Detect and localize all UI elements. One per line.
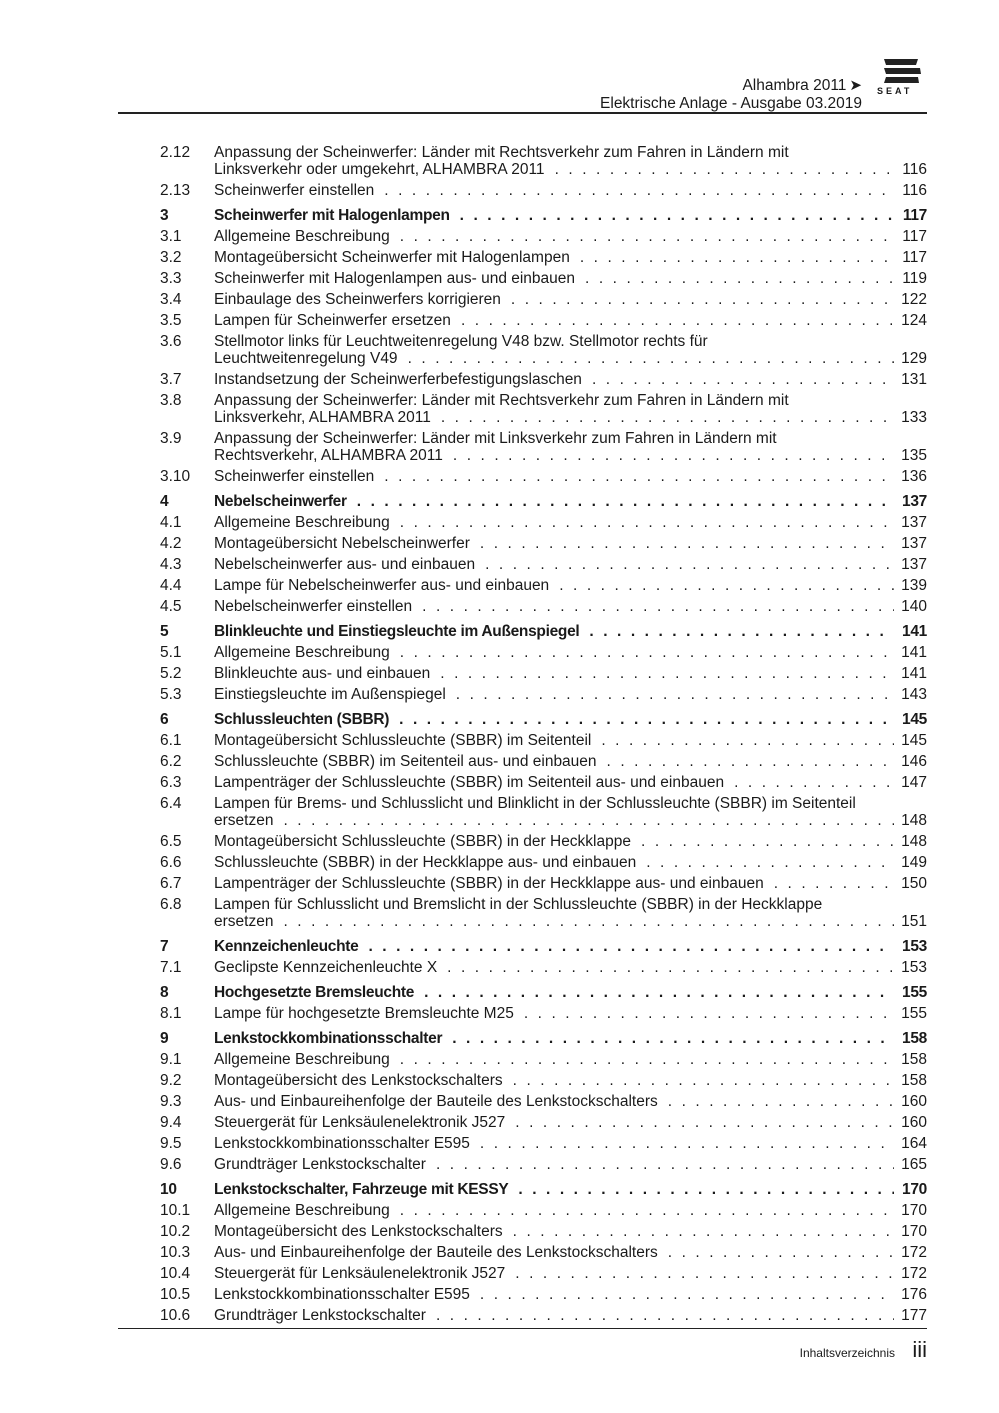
- toc-entry[interactable]: [0, 310, 999, 331]
- toc-entry-number: 6.5: [160, 833, 182, 850]
- toc-entry-title: Steuergerät für Lenksäulenelektronik J527: [214, 1265, 506, 1282]
- toc-entry-title: Grundträger Lenkstockschalter: [214, 1156, 426, 1173]
- toc-entry-number: 4: [160, 493, 169, 510]
- toc-entry-number: 6.6: [160, 854, 182, 871]
- toc-leader-dots: [668, 1244, 894, 1261]
- toc-leader-dots: [436, 1307, 894, 1324]
- toc-entry[interactable]: [0, 1091, 999, 1112]
- toc-leader-dots: [513, 1223, 894, 1240]
- toc-entry-title: Blinkleuchte und Einstiegsleuchte im Außenspiegel: [214, 623, 580, 640]
- toc-entry-page: 145: [902, 711, 927, 728]
- toc-entry-page: 155: [902, 984, 927, 1001]
- toc-chapter-entry[interactable]: [0, 936, 999, 957]
- toc-entry[interactable]: [0, 533, 999, 554]
- toc-entry[interactable]: [0, 793, 999, 831]
- toc-entry-title-line1: Anpassung der Scheinwerfer: Länder mit Rechtsverkehr zum Fahren in Ländern mit: [214, 144, 789, 161]
- toc-entry-title-line1: Lampen für Brems- und Schlusslicht und Blinklicht in der Schlussleuchte (SBBR) im Seitenteil: [214, 795, 856, 812]
- toc-entry-page: 177: [901, 1307, 927, 1324]
- toc-chapter-entry[interactable]: [0, 621, 999, 642]
- toc-entry-number: 3.8: [160, 392, 182, 409]
- toc-leader-dots: [384, 468, 894, 485]
- toc-entry-page: 160: [901, 1093, 927, 1110]
- toc-entry-page: 141: [901, 644, 927, 661]
- toc-entry-page: 176: [901, 1286, 927, 1303]
- toc-leader-dots: [453, 447, 894, 464]
- toc-entry-page: 137: [901, 535, 927, 552]
- toc-leader-dots: [559, 577, 894, 594]
- toc-entry-page: 133: [901, 409, 927, 426]
- toc-entry-title: Instandsetzung der Scheinwerferbefestigungslaschen: [214, 371, 582, 388]
- toc-entry-page: 145: [901, 732, 927, 749]
- toc-entry[interactable]: [0, 684, 999, 705]
- toc-entry-page: 158: [902, 1030, 927, 1047]
- toc-entry-page: 172: [901, 1244, 927, 1261]
- toc-entry-page: 160: [901, 1114, 927, 1131]
- toc-entry-title: Hochgesetzte Bremsleuchte: [214, 984, 415, 1001]
- footer-page-number: iii: [912, 1337, 927, 1362]
- toc-leader-dots: [646, 854, 894, 871]
- toc-leader-dots: [607, 753, 894, 770]
- arrow-icon: ➤: [849, 77, 862, 94]
- toc-leader-dots: [400, 1051, 894, 1068]
- toc-entry-title: Allgemeine Beschreibung: [214, 1202, 390, 1219]
- toc-entry-number: 3.4: [160, 291, 182, 308]
- toc-leader-dots: [452, 1030, 894, 1047]
- toc-entry-title: Allgemeine Beschreibung: [214, 514, 390, 531]
- toc-entry[interactable]: [0, 289, 999, 310]
- toc-chapter-entry[interactable]: [0, 491, 999, 512]
- toc-entry-page: 117: [902, 207, 927, 224]
- toc-entry-number: 10.1: [160, 1202, 191, 1219]
- toc-entry-title: Nebelscheinwerfer aus- und einbauen: [214, 556, 476, 573]
- toc-leader-dots: [399, 711, 894, 728]
- toc-entry-title: Schlussleuchte (SBBR) im Seitenteil aus- und einbauen: [214, 753, 597, 770]
- header-subtitle: Elektrische Anlage - Ausgabe 03.2019: [600, 95, 862, 112]
- toc-entry-number: 6.2: [160, 753, 182, 770]
- toc-entry-page: 146: [901, 753, 927, 770]
- toc-leader-dots: [384, 182, 894, 199]
- toc-leader-dots: [585, 270, 894, 287]
- toc-entry-page: 170: [901, 1223, 927, 1240]
- toc-entry-number: 9.3: [160, 1093, 182, 1110]
- toc-entry[interactable]: [0, 1133, 999, 1154]
- toc-entry-title-line1: Stellmotor links für Leuchtweitenregelung V48 bzw. Stellmotor rechts für: [214, 333, 708, 350]
- toc-entry[interactable]: [0, 554, 999, 575]
- toc-entry-number: 8: [160, 984, 169, 1001]
- toc-entry-page: 153: [902, 938, 927, 955]
- toc-entry-title: Lenkstockkombinationsschalter E595: [214, 1135, 470, 1152]
- toc-leader-dots: [461, 312, 894, 329]
- toc-entry-title-line1: Anpassung der Scheinwerfer: Länder mit Rechtsverkehr zum Fahren in Ländern mit: [214, 392, 789, 409]
- toc-entry[interactable]: [0, 512, 999, 533]
- seat-logo-text: SEAT: [877, 86, 913, 96]
- toc-entry-title: Leuchtweitenregelung V49: [214, 350, 398, 367]
- toc-entry-title: Grundträger Lenkstockschalter: [214, 1307, 426, 1324]
- toc-leader-dots: [460, 207, 894, 224]
- toc-leader-dots: [774, 875, 894, 892]
- footer-section-label: Inhaltsverzeichnis: [799, 1346, 895, 1360]
- toc-entry-number: 5.2: [160, 665, 182, 682]
- toc-chapter-entry[interactable]: [0, 709, 999, 730]
- toc-leader-dots: [447, 959, 894, 976]
- toc-entry[interactable]: [0, 1263, 999, 1284]
- toc-entry-number: 5.1: [160, 644, 182, 661]
- toc-entry[interactable]: [0, 1221, 999, 1242]
- toc-leader-dots: [480, 1286, 894, 1303]
- toc-chapter-entry[interactable]: [0, 982, 999, 1003]
- toc-entry-page: 116: [902, 182, 927, 199]
- toc-leader-dots: [589, 623, 894, 640]
- toc-entry-number: 9.2: [160, 1072, 182, 1089]
- toc-leader-dots: [422, 598, 894, 615]
- toc-entry[interactable]: [0, 1112, 999, 1133]
- toc-entry-number: 2.12: [160, 144, 191, 161]
- toc-leader-dots: [601, 732, 894, 749]
- toc-entry-title: Lenkstockschalter, Fahrzeuge mit KESSY: [214, 1181, 509, 1198]
- toc-leader-dots: [400, 1202, 894, 1219]
- footer-divider: [118, 1328, 927, 1329]
- toc-leader-dots: [368, 938, 894, 955]
- toc-entry-page: 150: [901, 875, 927, 892]
- toc-entry-title-line1: Lampen für Schlusslicht und Bremslicht in der Schlussleuchte (SBBR) in der Heckklappe: [214, 896, 823, 913]
- toc-entry-page: 147: [901, 774, 927, 791]
- toc-leader-dots: [436, 1156, 894, 1173]
- toc-entry-title: Lenkstockkombinationsschalter E595: [214, 1286, 470, 1303]
- toc-entry-number: 6.7: [160, 875, 182, 892]
- toc-leader-dots: [524, 1005, 894, 1022]
- toc-entry-page: 124: [901, 312, 927, 329]
- toc-entry-page: 136: [901, 468, 927, 485]
- toc-entry-number: 9.5: [160, 1135, 182, 1152]
- toc-entry-page: 158: [901, 1051, 927, 1068]
- toc-entry-number: 10.4: [160, 1265, 191, 1282]
- toc-chapter-entry[interactable]: [0, 1179, 999, 1200]
- toc-entry[interactable]: [0, 1284, 999, 1305]
- toc-entry-number: 3.3: [160, 270, 182, 287]
- toc-entry-title: Aus- und Einbaureihenfolge der Bauteile des Lenkstockschalters: [214, 1244, 658, 1261]
- toc-entry-title: Kennzeichenleuchte: [214, 938, 359, 955]
- toc-leader-dots: [456, 686, 894, 703]
- toc-entry-title: Steuergerät für Lenksäulenelektronik J527: [214, 1114, 506, 1131]
- toc-entry-page: 158: [901, 1072, 927, 1089]
- toc-chapter-entry[interactable]: [0, 205, 999, 226]
- header-model-text: Alhambra 2011: [742, 77, 847, 94]
- toc-entry-title: Geclipste Kennzeichenleuchte X: [214, 959, 438, 976]
- toc-entry-title: Allgemeine Beschreibung: [214, 228, 390, 245]
- toc-entry[interactable]: [0, 390, 999, 428]
- toc-entry[interactable]: [0, 751, 999, 772]
- toc-entry-number: 3.2: [160, 249, 182, 266]
- toc-leader-dots: [283, 812, 894, 829]
- toc-entry-number: 6.1: [160, 732, 182, 749]
- toc-entry-number: 5: [160, 623, 169, 640]
- toc-entry-page: 153: [901, 959, 927, 976]
- toc-entry-page: 131: [901, 371, 927, 388]
- toc-entry-number: 6: [160, 711, 169, 728]
- toc-entry[interactable]: [0, 596, 999, 617]
- toc-entry-number: 6.4: [160, 795, 182, 812]
- toc-leader-dots: [424, 984, 894, 1001]
- toc-entry[interactable]: [0, 247, 999, 268]
- toc-leader-dots: [400, 228, 894, 245]
- toc-entry-number: 3.7: [160, 371, 182, 388]
- toc-entry-page: 170: [902, 1181, 927, 1198]
- toc-entry-page: 148: [901, 812, 927, 829]
- toc-entry-number: 4.1: [160, 514, 182, 531]
- toc-entry-title: Montageübersicht Schlussleuchte (SBBR) in der Heckklappe: [214, 833, 631, 850]
- toc-entry-page: 148: [901, 833, 927, 850]
- toc-entry-number: 10.5: [160, 1286, 191, 1303]
- toc-entry-title: Rechtsverkehr, ALHAMBRA 2011: [214, 447, 443, 464]
- toc-entry-number: 9.4: [160, 1114, 182, 1131]
- toc-entry-page: 116: [902, 161, 927, 178]
- toc-entry-title: Scheinwerfer mit Halogenlampen: [214, 207, 450, 224]
- toc-entry-page: 137: [901, 514, 927, 531]
- toc-entry-number: 3.9: [160, 430, 182, 447]
- page-header: [0, 0, 999, 116]
- toc-entry-number: 10.3: [160, 1244, 191, 1261]
- toc-entry-number: 3.10: [160, 468, 191, 485]
- toc-entry-title: Nebelscheinwerfer: [214, 493, 347, 510]
- toc-leader-dots: [555, 161, 894, 178]
- toc-leader-dots: [580, 249, 894, 266]
- toc-entry-title: Scheinwerfer einstellen: [214, 468, 375, 485]
- toc-entry-number: 6.3: [160, 774, 182, 791]
- toc-entry-page: 141: [902, 623, 927, 640]
- toc-entry-title: Allgemeine Beschreibung: [214, 644, 390, 661]
- toc-entry[interactable]: [0, 268, 999, 289]
- toc-entry-page: 140: [901, 598, 927, 615]
- toc-entry[interactable]: [0, 1242, 999, 1263]
- toc-entry-title: Aus- und Einbaureihenfolge der Bauteile des Lenkstockschalters: [214, 1093, 658, 1110]
- toc-entry-number: 8.1: [160, 1005, 182, 1022]
- toc-entry-number: 3.1: [160, 228, 182, 245]
- toc-entry[interactable]: [0, 852, 999, 873]
- toc-entry-page: 172: [901, 1265, 927, 1282]
- toc-entry-page: 137: [901, 556, 927, 573]
- toc-entry-page: 137: [902, 493, 927, 510]
- toc-entry[interactable]: [0, 957, 999, 978]
- toc-entry-number: 4.3: [160, 556, 182, 573]
- toc-leader-dots: [734, 774, 894, 791]
- toc-leader-dots: [408, 350, 894, 367]
- toc-entry[interactable]: [0, 1049, 999, 1070]
- toc-entry-number: 7: [160, 938, 169, 955]
- toc-leader-dots: [668, 1093, 894, 1110]
- toc-entry-title: Montageübersicht des Lenkstockschalters: [214, 1223, 503, 1240]
- toc-leader-dots: [511, 291, 894, 308]
- toc-entry-title: Montageübersicht Schlussleuchte (SBBR) im Seitenteil: [214, 732, 592, 749]
- toc-chapter-entry[interactable]: [0, 1028, 999, 1049]
- toc-entry[interactable]: [0, 226, 999, 247]
- toc-entry[interactable]: [0, 873, 999, 894]
- toc-entry[interactable]: [0, 575, 999, 596]
- toc-entry-number: 10: [160, 1181, 177, 1198]
- toc-entry-number: 3: [160, 207, 169, 224]
- toc-entry-title: Lampenträger der Schlussleuchte (SBBR) im Seitenteil aus- und einbauen: [214, 774, 725, 791]
- toc-leader-dots: [480, 1135, 894, 1152]
- toc-entry[interactable]: [0, 1305, 999, 1326]
- toc-entry-title: Einstiegsleuchte im Außenspiegel: [214, 686, 446, 703]
- toc-entry-title: ersetzen: [214, 913, 274, 930]
- toc-entry-page: 122: [901, 291, 927, 308]
- toc-leader-dots: [440, 665, 894, 682]
- toc-entry[interactable]: [0, 466, 999, 487]
- toc-entry-title: Lampe für hochgesetzte Bremsleuchte M25: [214, 1005, 514, 1022]
- toc-leader-dots: [485, 556, 894, 573]
- toc-entry-number: 10.6: [160, 1307, 191, 1324]
- toc-entry-title: Scheinwerfer mit Halogenlampen aus- und einbauen: [214, 270, 576, 287]
- toc-entry-title: Schlussleuchten (SBBR): [214, 711, 390, 728]
- toc-entry-page: 151: [901, 913, 927, 930]
- toc-leader-dots: [400, 644, 894, 661]
- toc-entry-title: Lampe für Nebelscheinwerfer aus- und einbauen: [214, 577, 550, 594]
- toc-entry-page: 139: [901, 577, 927, 594]
- toc-entry-number: 4.2: [160, 535, 182, 552]
- toc-entry-number: 9: [160, 1030, 169, 1047]
- toc-entry-title: Schlussleuchte (SBBR) in der Heckklappe aus- und einbauen: [214, 854, 637, 871]
- toc-entry-number: 5.3: [160, 686, 182, 703]
- toc-entry[interactable]: [0, 1154, 999, 1175]
- toc-entry-title: Allgemeine Beschreibung: [214, 1051, 390, 1068]
- toc-entry-title: Lenkstockkombinationsschalter: [214, 1030, 443, 1047]
- toc-entry-page: 170: [901, 1202, 927, 1219]
- toc-entry-title: Einbaulage des Scheinwerfers korrigieren: [214, 291, 501, 308]
- toc-leader-dots: [641, 833, 894, 850]
- toc-leader-dots: [515, 1265, 894, 1282]
- toc-entry-number: 2.13: [160, 182, 191, 199]
- toc-entry-number: 7.1: [160, 959, 182, 976]
- toc-entry[interactable]: [0, 831, 999, 852]
- toc-entry[interactable]: [0, 1003, 999, 1024]
- toc-entry-number: 10.2: [160, 1223, 191, 1240]
- toc-entry-number: 4.5: [160, 598, 182, 615]
- toc-entry-page: 119: [902, 270, 927, 287]
- toc-leader-dots: [592, 371, 894, 388]
- toc-entry-page: 165: [901, 1156, 927, 1173]
- toc-entry[interactable]: [0, 772, 999, 793]
- toc-entry-title: Blinkleuchte aus- und einbauen: [214, 665, 431, 682]
- toc-entry[interactable]: [0, 730, 999, 751]
- toc-entry-title: Scheinwerfer einstellen: [214, 182, 375, 199]
- toc-entry-number: 3.5: [160, 312, 182, 329]
- toc-leader-dots: [357, 493, 894, 510]
- toc-entry-page: 129: [901, 350, 927, 367]
- toc-entry[interactable]: [0, 1200, 999, 1221]
- toc-entry-page: 117: [902, 228, 927, 245]
- toc-entry-title: ersetzen: [214, 812, 274, 829]
- toc-entry-page: 117: [902, 249, 927, 266]
- toc-entry[interactable]: [0, 180, 999, 201]
- toc-entry-number: 9.1: [160, 1051, 182, 1068]
- toc-entry-page: 141: [901, 665, 927, 682]
- toc-entry-number: 6.8: [160, 896, 182, 913]
- table-of-contents: [0, 142, 999, 1326]
- toc-entry[interactable]: [0, 369, 999, 390]
- toc-leader-dots: [518, 1181, 894, 1198]
- toc-entry[interactable]: [0, 894, 999, 932]
- toc-entry-page: 155: [901, 1005, 927, 1022]
- toc-entry[interactable]: [0, 642, 999, 663]
- toc-entry-title: Linksverkehr oder umgekehrt, ALHAMBRA 2011: [214, 161, 545, 178]
- toc-entry-title: Montageübersicht des Lenkstockschalters: [214, 1072, 503, 1089]
- toc-entry[interactable]: [0, 663, 999, 684]
- toc-leader-dots: [480, 535, 894, 552]
- toc-entry-page: 164: [901, 1135, 927, 1152]
- toc-leader-dots: [513, 1072, 894, 1089]
- toc-entry-number: 4.4: [160, 577, 182, 594]
- header-divider: [118, 112, 927, 114]
- toc-entry-title: Linksverkehr, ALHAMBRA 2011: [214, 409, 431, 426]
- toc-entry[interactable]: [0, 331, 999, 369]
- toc-entry-title-line1: Anpassung der Scheinwerfer: Länder mit Linksverkehr zum Fahren in Ländern mit: [214, 430, 777, 447]
- toc-leader-dots: [283, 913, 894, 930]
- toc-entry-number: 9.6: [160, 1156, 182, 1173]
- toc-entry[interactable]: [0, 1070, 999, 1091]
- toc-entry-title: Lampen für Scheinwerfer ersetzen: [214, 312, 451, 329]
- toc-leader-dots: [441, 409, 894, 426]
- toc-entry-page: 149: [901, 854, 927, 871]
- toc-entry[interactable]: [0, 142, 999, 180]
- toc-entry-page: 143: [901, 686, 927, 703]
- toc-entry[interactable]: [0, 428, 999, 466]
- toc-entry-page: 135: [901, 447, 927, 464]
- toc-leader-dots: [400, 514, 894, 531]
- toc-entry-title: Montageübersicht Nebelscheinwerfer: [214, 535, 470, 552]
- toc-entry-number: 3.6: [160, 333, 182, 350]
- header-model: [742, 76, 862, 95]
- toc-leader-dots: [515, 1114, 894, 1131]
- toc-entry-title: Montageübersicht Scheinwerfer mit Halogenlampen: [214, 249, 570, 266]
- toc-entry-title: Lampenträger der Schlussleuchte (SBBR) in der Heckklappe aus- und einbauen: [214, 875, 764, 892]
- toc-entry-title: Nebelscheinwerfer einstellen: [214, 598, 413, 615]
